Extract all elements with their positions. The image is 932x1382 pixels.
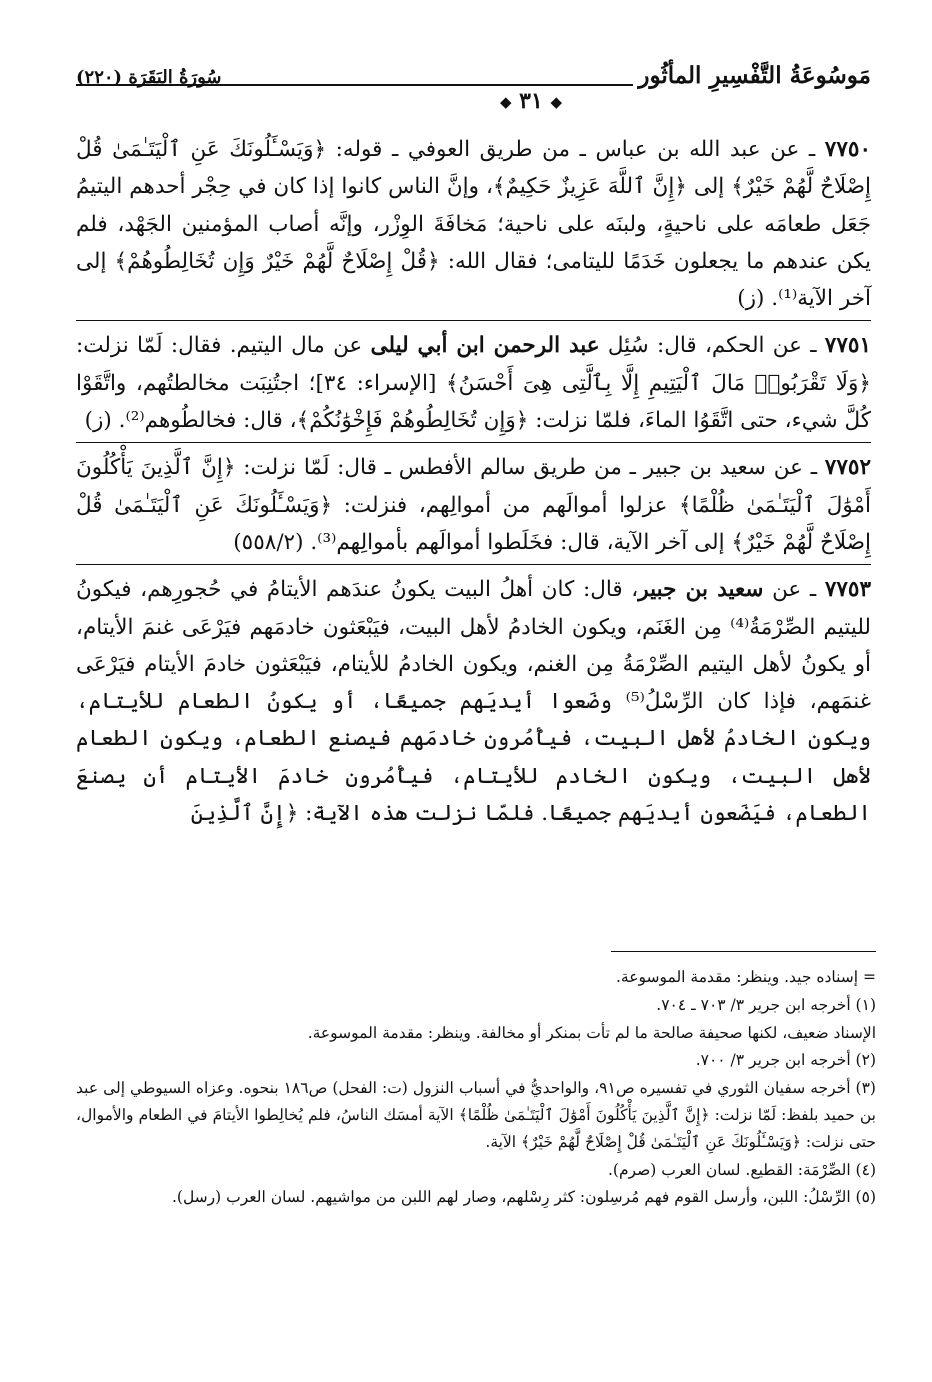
footnote: (٥) الرِّسْلُ: اللبن، وأرسل القوم فهم مُرسِلون: كثر رِسْلهم، وصار لهم اللبن من مواشيهم. لسان العرب (رسل). [171, 1188, 876, 1207]
page-header [76, 60, 871, 114]
page-number-wrap [456, 88, 606, 114]
narration-text: ـ عن الحكم، قال: سُئِل [599, 333, 825, 359]
page-number: ٣١ [519, 88, 543, 114]
narration-paragraph [76, 571, 871, 832]
footnote: (٤) الصِّرْمَة: القطيع. لسان العرب (صرم). [607, 1160, 876, 1179]
footnote-separator [611, 951, 876, 952]
narration-number: ٧٧٥٠ [824, 137, 871, 162]
paragraph-divider [76, 320, 871, 321]
narration-number: ٧٧٥٢ [824, 455, 871, 481]
footnotes [76, 964, 876, 1212]
narration-text: ـ عن سعيد بن جبير ـ من طريق سالم الأفطس ـ قال: لَمّا نزلت: ﴿إِنَّ ٱلَّذِينَ يَأْكُلُونَ أَمْوَٰلَ ٱلْيَتَـٰمَىٰ ظُلْمًا﴾ عزلوا أموالَهم من أموالِهم، فنزلت: ﴿وَيَسْـَٔلُونَكَ عَنِ ٱلْيَتَـٰمَىٰ قُلْ إِصْلَاحٌ لَّهُمْ خَيْرٌ﴾ إلى آخر الآية، قال: فخَلَطوا أموالَهم بأموالِهم⁽³⁾. (٥٥٨/٢) [76, 455, 871, 555]
narration-paragraph [76, 131, 871, 317]
ornament-left-icon: ◆ [499, 93, 512, 111]
footnote: الإسناد ضعيف، لكنها صحيفة صالحة ما لم تأت بمنكر أو مخالفة. وينظر: مقدمة الموسوعة. [307, 1023, 876, 1042]
narration-number: ٧٧٥٣ [824, 577, 872, 603]
narrator-name: سعيد بن جبير [638, 577, 764, 603]
narration-text: ، قال: كان أهلُ البيت يكونُ عندَهم الأيتامُ في حُجورِهم، فيكونُ لليتيم الصِّرْمَةُ⁽⁴⁾ مِن الغَنَم، ويكون الخادمُ لأهل البيت، فيَبْعَثون خادمَهم فيَرْعَى غنمَ الأيتام، أو يكونُ لأهل اليتيم الصِّرْمَةُ مِن الغنم، ويكون الخادمُ للأيتام، فيَبْعَثون خادمَ الأيتام فيَرْعَى غنمَهم، فإذا كان الرِّسْلُ⁽⁵⁾ وضَعوا أيديَهم جميعًا، أو يكونُ الطعام للأيتام، ويكون الخادمُ لأهل البيت، فيأْمُرون خادمَهم فيصنع الطعام، ويكون الطعام لأهل البيت، ويكون الخادم للأيتام، فيأْمُرون خادمَ الأيتام أن يصنعَ الطعام، فيَضَعون أيديَهم جميعًا. فلمّا نزلت هذه الآية: ﴿إِنَّ ٱلَّذِينَ [76, 577, 871, 827]
footnote: (١) أخرجه ابن جرير ٣/ ٧٠٣ ـ ٧٠٤. [656, 995, 876, 1014]
footnote: (٢) أخرجه ابن جرير ٣/ ٧٠٠. [695, 1051, 876, 1070]
narration-text: ـ عن عبد الله بن عباس ـ من طريق العوفي ـ قوله: ﴿وَيَسْـَٔلُونَكَ عَنِ ٱلْيَتَـٰمَىٰ قُلْ إِصْلَاحٌ لَّهُمْ خَيْرٌ﴾ إلى ﴿إِنَّ ٱللَّهَ عَزِيزٌ حَكِيمٌ﴾، وإنَّ الناس كانوا إذا كان في حِجْر أحدهم اليتيمُ جَعَل طعامَه على ناحيةٍ، ولبنَه على ناحية؛ مَخافَةَ الوِزْر، وإنَّه أصاب المؤمنين الجَهْد، فلم يكن عندهم ما يجعلون خَدَمًا لليتامى؛ فقال الله: ﴿قُلْ إِصْلَاحٌ لَّهُمْ خَيْرٌ وَإِن تُخَالِطُوهُمْ﴾ إلى آخر الآية⁽¹⁾. (ز) [76, 137, 871, 312]
paragraph-divider [76, 564, 871, 565]
narration-text: ـ عن [763, 577, 825, 603]
narration-paragraph [76, 327, 871, 439]
narration-paragraph [76, 449, 871, 561]
narration-number: ٧٧٥١ [824, 333, 871, 359]
surah-reference: سُورَةُ البَقَرَة (٢٢٠) [76, 67, 222, 88]
footnote: = إسناده جيد. وينظر: مقدمة الموسوعة. [616, 968, 876, 986]
ornament-right-icon: ◆ [550, 93, 563, 111]
main-text [76, 131, 871, 832]
paragraph-divider [76, 442, 871, 443]
book-title: مَوسُوعَةُ التَّفْسِيرِ المأثُور [638, 62, 871, 89]
narrator-name: عبد الرحمن ابن أبي ليلى [370, 333, 600, 359]
footnote: (٣) أخرجه سفيان الثوري في تفسيره ص٩١، والواحديُّ في أسباب النزول (ت: الفحل) ص١٨٦ بنحوه. وعزاه السيوطي إلى عبد بن حميد بلفظ: لَمّا نزلت: ﴿إِنَّ ٱلَّذِينَ يَأْكُلُونَ أَمْوَٰلَ ٱلْيَتَـٰمَىٰ ظُلْمًا﴾ الآية أمسَك الناسُ، فلم يُخالِطوا الأيتامَ في الطعام والأموال، حتى نزلت: ﴿وَيَسْـَٔلُونَكَ عَنِ ٱلْيَتَـٰمَىٰ قُلْ إِصْلَاحٌ لَّهُمْ خَيْرٌ﴾ الآية. [76, 1079, 876, 1151]
narration-text: عن مال اليتيم. فقال: لَمّا نزلت: ﴿وَلَا تَقْرَبُوا۟ مَالَ ٱلْيَتِيمِ إِلَّا بِٱلَّتِى هِىَ أَحْسَنُ﴾ [الإسراء: ٣٤]؛ اجتُنِبَت مخالطتُهم، واتَّقَوْا كُلَّ شيء، حتى اتَّقَوُا الماءَ، فلمّا نزلت: ﴿وَإِن تُخَالِطُوهُمْ فَإِخْوَٰنُكُمْ﴾، قال: فخالطُوهم⁽²⁾. (ز) [76, 333, 871, 434]
